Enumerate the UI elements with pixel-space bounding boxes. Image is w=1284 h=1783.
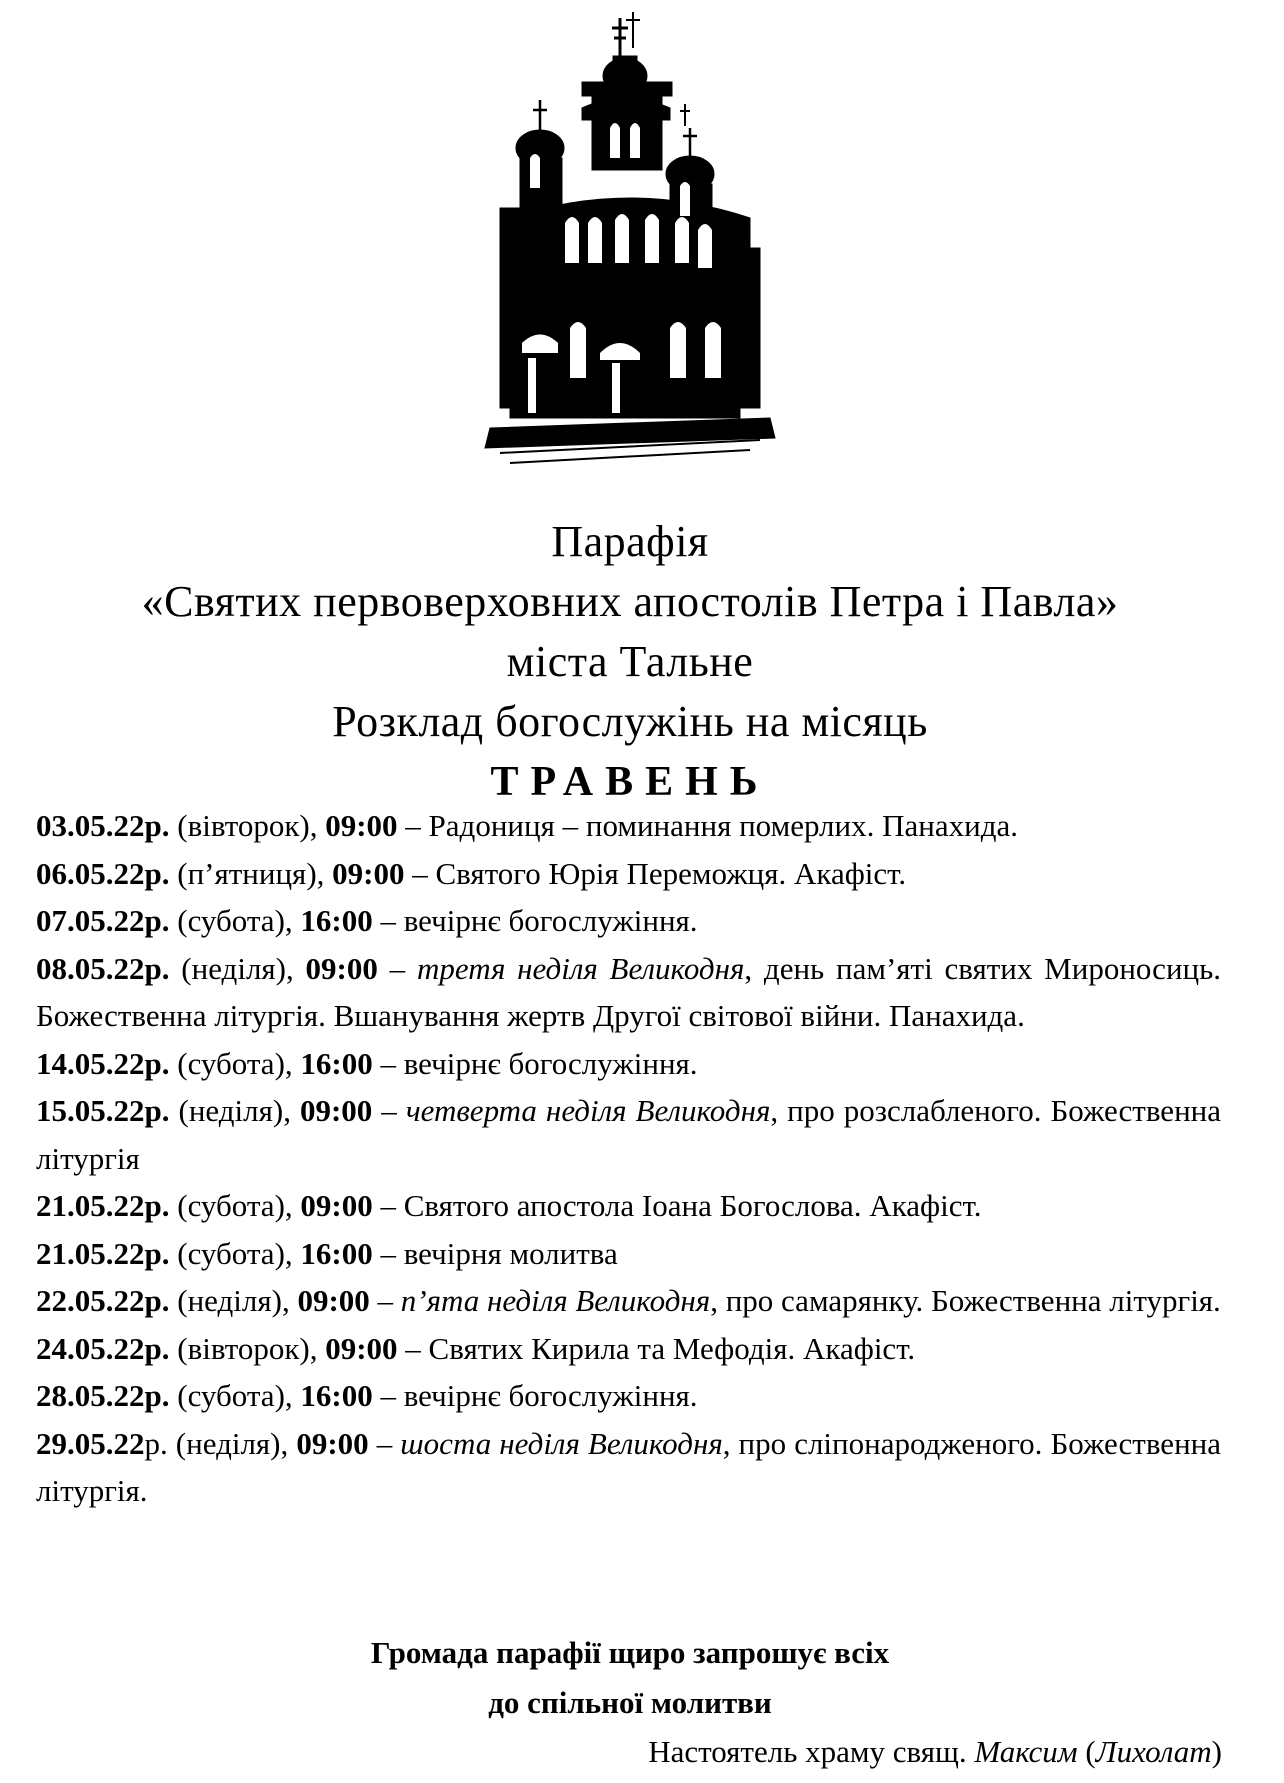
schedule-month: ТРАВЕНЬ [490,759,770,805]
schedule-entry: 21.05.22р. (субота), 16:00 – вечірня молитва [36,1235,618,1271]
schedule-entry: 07.05.22р. (субота), 16:00 – вечірнє богослужіння. [36,903,698,938]
schedule-entry: 24.05.22р. (вівторок), 09:00 – Святих Кирила та Мефодія. Акафіст. [36,1330,916,1366]
schedule-entry: 03.05.22р. (вівторок), 09:00 – Радониця – поминання померлих. Панахида. [36,808,1018,843]
schedule-entry: 21.05.22р. (субота), 09:00 – Святого апостола Іоана Богослова. Акафіст. [36,1188,982,1223]
rector-signature: Настоятель храму свящ. Максим (Лихолат) [648,1734,1222,1769]
schedule-entry: 08.05.22р. (неділя), 09:00 – третя неділя Великодня, день пам’яті святих Мироносиць. Божественна літургія. Вшанування жертв Другої світової війни. Панахида. [36,950,1222,1033]
schedule-entry: 14.05.22р. (субота), 16:00 – вечірнє богослужіння. [36,1045,698,1081]
parish-city: міста Тальне [506,637,754,686]
schedule-title: Розклад богослужінь на місяць [332,697,928,746]
invitation-line: Громада парафії щиро запрошує всіх [370,1635,890,1670]
invitation [0,1628,1260,1728]
parish-label: Парафія [551,517,709,566]
schedule-entry: 29.05.22р. (неділя), 09:00 – шоста неділя Великодня, про сліпонародженого. Божественна літургія. [36,1425,1222,1508]
invitation-line: до спільної молитви [488,1685,772,1720]
parish-name: «Святих первоверховних апостолів Петра і Павла» [141,577,1119,626]
page-header [0,512,1260,812]
schedule-entry: 06.05.22р. (п’ятниця), 09:00 – Святого Юрія Переможця. Акафіст. [36,855,907,891]
service-schedule [36,802,1221,1515]
schedule-entry: 15.05.22р. (неділя), 09:00 – четверта неділя Великодня, про розслабленого. Божественна літургія [36,1093,1222,1176]
church-illustration [470,8,790,478]
schedule-entry: 28.05.22р. (субота), 16:00 – вечірнє богослужіння. [36,1378,698,1413]
schedule-entry: 22.05.22р. (неділя), 09:00 – п’ята неділя Великодня, про самарянку. Божественна літургія. [36,1283,1221,1318]
